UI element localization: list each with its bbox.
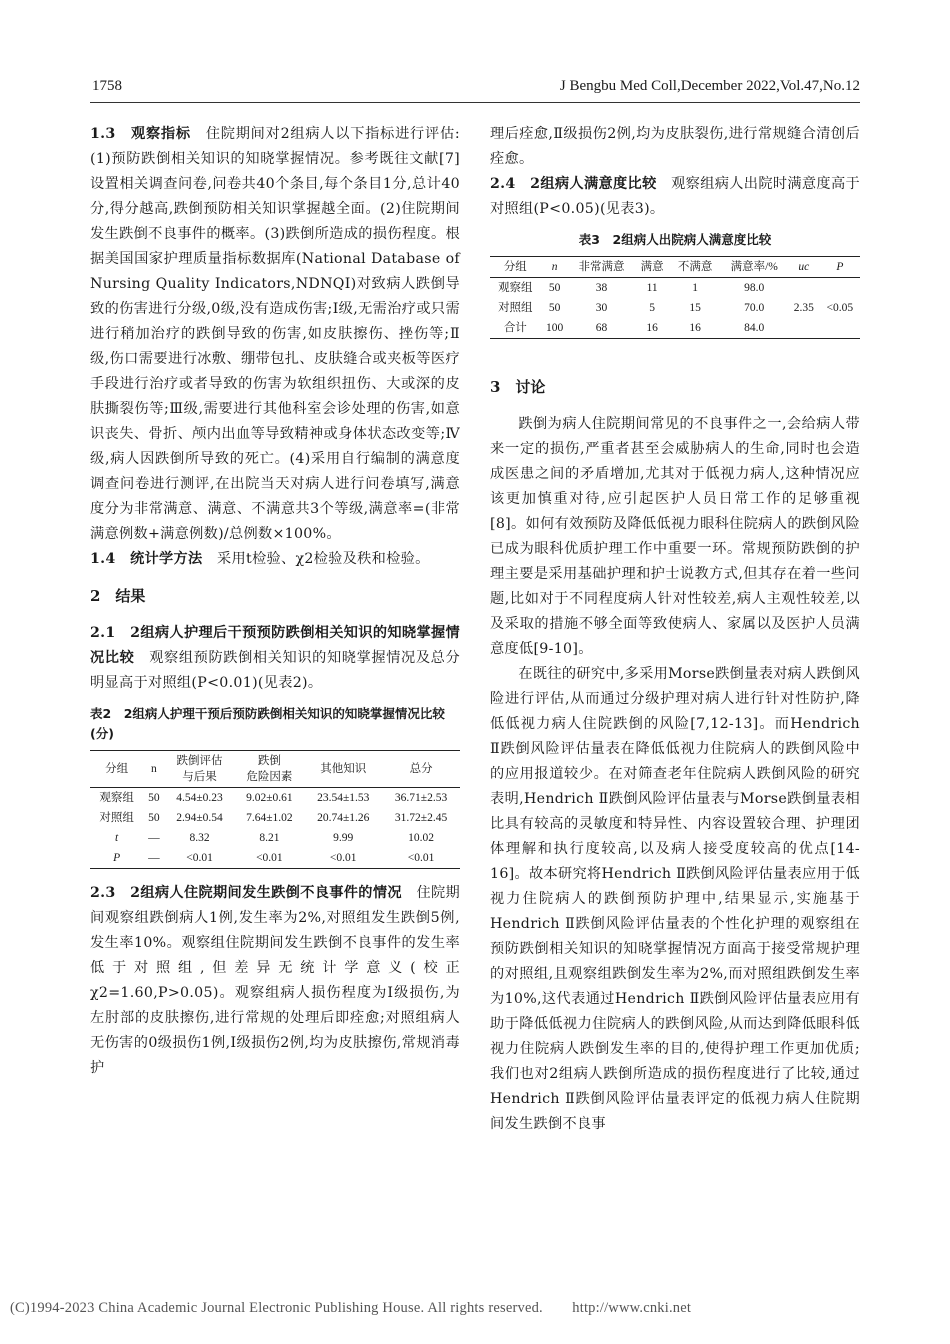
spacer — [490, 351, 860, 363]
table-cell: 30 — [595, 302, 608, 314]
table2-caption — [90, 704, 460, 744]
table2-header-assessment-a: 跌倒评估 — [176, 755, 223, 767]
table-cell: 50 — [548, 302, 561, 314]
table-cell: 11 — [646, 282, 658, 294]
table3-header-group: 分组 — [490, 257, 541, 278]
table-cell: P — [90, 848, 143, 869]
table-cell: 1 — [692, 282, 699, 294]
table3-caption: 表3 2组病人出院病人满意度比较 — [578, 232, 772, 247]
table-cell — [820, 278, 860, 299]
table-row — [90, 788, 460, 809]
table-cell: 36.71±2.53 — [394, 792, 448, 804]
table-cell: 23.54±1.53 — [317, 792, 370, 804]
table2-header-n: n — [143, 751, 164, 788]
table-cell: 4.54±0.23 — [176, 792, 223, 804]
left-column — [90, 122, 460, 1081]
table-cell: 2.35 — [793, 302, 814, 314]
discussion-paragraph-2: 在既往的研究中,多采用Morse跌倒量表对病人跌倒风险进行评估,从而通过分级护理对病人进行针对性防护,降低低视力病人住院跌倒的风险[7,12-13]。而Hendrich Ⅱ跌倒风险评估量表在降低低视力住院病人的跌倒风险中的应用报道较少。在对筛查老年住院病人跌倒风险的研究表明,Hendrich Ⅱ跌倒风险评估量表与Morse跌倒量表相比具有较高的灵敏度和特异性、内容设置较合理、护理团体理解和执行度较高,以及病人接受度较高的优点[14-16]。故本研究将Hendrich Ⅱ跌倒风险评估量表应用于低视力住院病人的跌倒预防护理中,结果显示,实施基于Hendrich Ⅱ跌倒风险评估量表的个性化护理的观察组在预防跌倒相关知识的知晓掌握情况方面高于接受常规护理的对照组,且观察组跌倒发生率为2%,而对照组跌倒发生率为10%,这代表通过Hendrich Ⅱ跌倒风险评估量表应用有助于降低低视力住院病人的跌倒风险,从而达到降低眼科低视力住院病人跌倒发生率的目的,使得护理工作更加优质;我们也对2组病人跌倒所造成的损伤程度进行了比较,通过Hendrich Ⅱ跌倒风险评估量表评定的低视力病人住院期间发生跌倒不良事 — [490, 666, 860, 1132]
spacer — [490, 339, 860, 351]
table-cell: — — [148, 832, 160, 844]
table-cell: 68 — [569, 318, 635, 339]
section-2-1-label: 2.1 2组病人护理后干预预防跌倒相关知识的知晓掌握情况比较 — [90, 625, 460, 666]
table2-header-other: 其他知识 — [304, 751, 382, 788]
table-cell: 合计 — [490, 318, 541, 339]
table3-header-very-satisfied: 非常满意 — [569, 257, 635, 278]
table3-header-unsatisfied: 不满意 — [670, 257, 721, 278]
table2-caption-text: 2组病人护理干预后预防跌倒相关知识的知晓掌握情况比较(分) — [90, 706, 445, 741]
table-cell: 5 — [649, 302, 655, 314]
table-cell: — — [143, 848, 164, 869]
table2-header-risk-b: 危险因素 — [246, 771, 293, 783]
table2-header-assessment-b: 与后果 — [182, 771, 217, 783]
table-cell: 对照组 — [498, 302, 533, 314]
journal-header: J Bengbu Med Coll,December 2022,Vol.47,No.12 — [559, 78, 860, 94]
page-number: 1758 — [92, 78, 122, 94]
section-2-1-text: 观察组预防跌倒相关知识的知晓掌握情况及总分明显高于对照组(P<0.01)(见表2)。 — [90, 650, 460, 691]
table-cell: 50 — [148, 812, 160, 824]
table-cell: <0.05 — [826, 302, 854, 314]
section-1-3-label: 1.3 观察指标 — [90, 126, 191, 142]
table-cell: 100 — [541, 318, 569, 339]
table3-header-n: n — [541, 257, 569, 278]
table2-caption-prefix: 表2 — [90, 706, 112, 721]
table-cell: 观察组 — [99, 792, 134, 804]
heading-results: 2 结果 — [90, 587, 146, 605]
table-cell: 9.99 — [333, 832, 354, 844]
table-cell: <0.01 — [234, 848, 304, 869]
table2-header-assessment — [165, 751, 235, 788]
section-1-4-text: 采用t检验、χ2检验及秩和检验。 — [217, 551, 430, 567]
table-row — [490, 278, 860, 299]
copyright-footer: (C)1994-2023 China Academic Journal Electronic Publishing House. All rights reserved. http://www.cnki.net — [10, 1300, 692, 1316]
table-row — [90, 808, 460, 828]
spacer — [90, 869, 460, 881]
table-cell: 15 — [689, 302, 701, 314]
table-cell: 10.02 — [408, 832, 434, 844]
table-cell: 9.02±0.61 — [246, 792, 293, 804]
table3-header-p: P — [820, 257, 860, 278]
table2-header-risk-a: 跌倒 — [257, 755, 281, 767]
section-1-4 — [90, 547, 460, 572]
table-row — [490, 318, 860, 339]
section-1-3 — [90, 122, 460, 547]
table-cell: 38 — [595, 282, 608, 294]
section-2-3-label: 2.3 2组病人住院期间发生跌倒不良事件的情况 — [90, 885, 402, 901]
section-2-4-text: 观察组病人出院时满意度高于对照组(P<0.05)(见表3)。 — [490, 176, 860, 217]
table-row — [490, 298, 860, 318]
table-cell: <0.01 — [304, 848, 382, 869]
table-cell: 98.0 — [744, 282, 765, 294]
section-2-4 — [490, 172, 860, 222]
table3 — [490, 256, 860, 339]
table-cell: <0.01 — [165, 848, 235, 869]
table2-header-group: 分组 — [90, 751, 143, 788]
table-cell: 50 — [548, 282, 561, 294]
section-2-3-text: 住院期间观察组跌倒病人1例,发生率为2%,对照组发生跌倒5例,发生率10%。观察组住院期间发生跌倒不良事件的发生率低于对照组,但差异无统计学意义(校正χ2=1.60,P>0.05)。观察组病人损伤程度为Ⅰ级损伤,为左肘部的皮肤擦伤,进行常规的处理后即痊愈;对照组病人无伤害的0级损伤1例,Ⅰ级损伤2例,均为皮肤擦伤,常规消毒护 — [90, 885, 460, 1076]
table-cell: 50 — [148, 792, 160, 804]
table-cell: 7.64±1.02 — [246, 812, 293, 824]
table3-header-satisfied: 满意 — [634, 257, 670, 278]
table-cell: 16 — [634, 318, 670, 339]
table-cell — [788, 278, 820, 299]
table-cell: 2.94±0.54 — [176, 812, 223, 824]
table-cell: 20.74±1.26 — [317, 812, 370, 824]
section-2-4-label: 2.4 2组病人满意度比较 — [490, 176, 657, 192]
heading-discussion: 3 讨论 — [490, 378, 546, 396]
table-cell: 对照组 — [99, 812, 134, 824]
right-column — [490, 122, 860, 1137]
header-rule — [90, 102, 860, 103]
table-cell: 8.21 — [259, 832, 280, 844]
table-cell: 84.0 — [721, 318, 788, 339]
discussion-paragraph-1: 跌倒为病人住院期间常见的不良事件之一,会给病人带来一定的损伤,严重者甚至会威胁病人的生命,同时也会造成医患之间的矛盾增加,尤其对于低视力病人,这种情况应该更加慎重对待,应引起医护人员日常工作的足够重视[8]。如何有效预防及降低低视力眼科住院病人的跌倒风险已成为眼科优质护理工作中重要一环。常规预防跌倒的护理主要是采用基础护理和护士说教方式,但其存在着一些问题,比如对于不同程度病人针对性较差,病人主观性较差,以及采取的措施不够全面等致使病人、家属以及医护人员满意度低[9-10]。 — [490, 416, 860, 657]
table2-header-total: 总分 — [382, 751, 460, 788]
table-row — [90, 848, 460, 869]
table-cell: 16 — [670, 318, 721, 339]
table-cell: 31.72±2.45 — [394, 812, 448, 824]
table-cell — [820, 318, 860, 339]
table3-header-uc: uc — [788, 257, 820, 278]
table-cell: t — [114, 832, 119, 844]
table2-header-risk — [234, 751, 304, 788]
section-2-1 — [90, 621, 460, 696]
table-row — [90, 828, 460, 848]
section-1-4-label: 1.4 统计学方法 — [90, 551, 203, 567]
section-2-3 — [90, 881, 460, 1081]
table2 — [90, 750, 460, 869]
table-cell: 70.0 — [744, 302, 765, 314]
section-1-3-text: 住院期间对2组病人以下指标进行评估:(1)预防跌倒相关知识的知晓掌握情况。参考既往文献[7]设置相关调查问卷,问卷共40个条目,每个条目1分,总计40分,得分越高,跌倒预防相关知识掌握越全面。(2)住院期间发生跌倒不良事件的概率。(3)跌倒所造成的损伤程度。根据美国国家护理质量指标数据库(National Database of Nursing Quality Indicators,NDNQI)对致病人跌倒导致的伤害进行分级,0级,没有造成伤害;Ⅰ级,无需治疗或只需进行稍加治疗的跌倒导致的伤害,如皮肤擦伤、挫伤等;Ⅱ级,伤口需要进行冰敷、绷带包扎、皮肤缝合或夹板等医疗手段进行治疗或者导致的伤害为软组织扭伤、大或深的皮肤撕裂伤等;Ⅲ级,需要进行其他科室会诊处理的伤害,如意识丧失、骨折、颅内出血等导致精神或身体状态改变等;Ⅳ级,病人因跌倒所导致的死亡。(4)采用自行编制的满意度调查问卷进行测评,在出院当天对病人进行问卷填写,满意度分为非常满意、满意、不满意共3个等级,满意率=(非常满意例数+满意例数)/总例数×100%。 — [90, 126, 460, 542]
continued-text: 理后痊愈,Ⅱ级损伤2例,均为皮肤裂伤,进行常规缝合清创后痊愈。 — [490, 126, 860, 167]
table-cell: 观察组 — [498, 282, 533, 294]
table-cell — [788, 318, 820, 339]
table-cell: <0.01 — [382, 848, 460, 869]
table-cell: 8.32 — [189, 832, 210, 844]
table3-header-rate: 满意率/% — [721, 257, 788, 278]
